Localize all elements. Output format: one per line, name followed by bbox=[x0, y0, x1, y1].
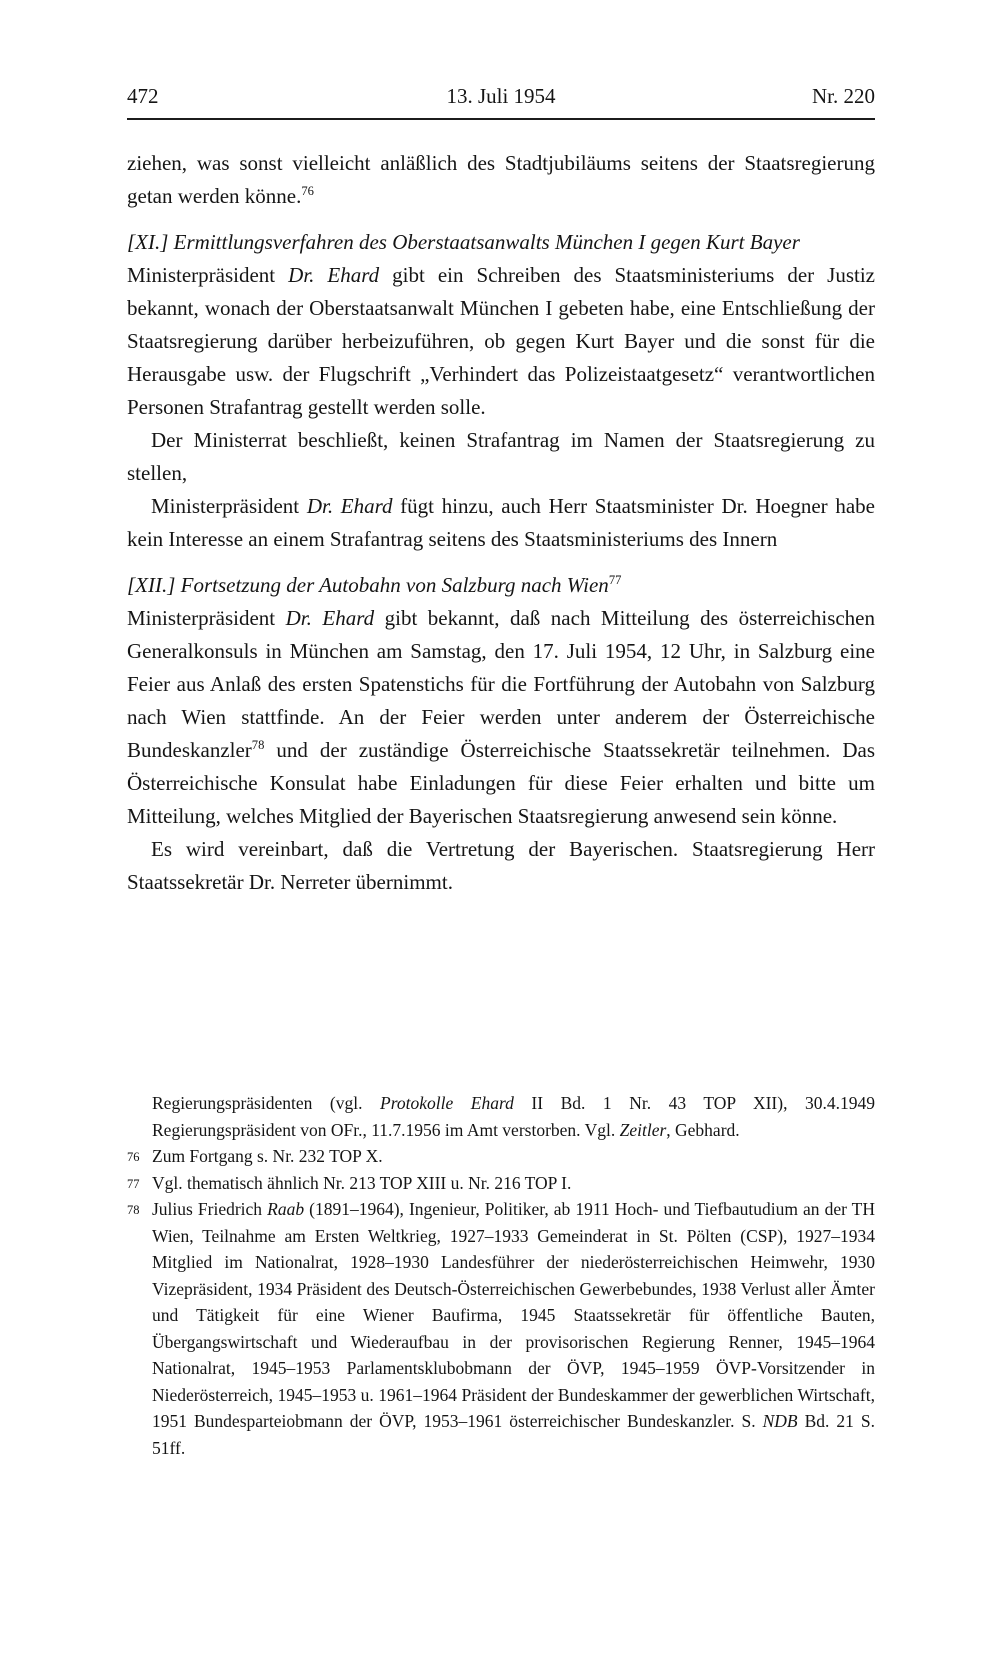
section-heading bbox=[127, 226, 875, 259]
text-segment: Dr. Ehard bbox=[285, 606, 375, 630]
footnote-reference: 78 bbox=[251, 738, 265, 752]
text-segment: Raab bbox=[267, 1199, 305, 1219]
footnote-78 bbox=[127, 1196, 875, 1461]
text-segment: gibt bekannt, daß nach Mitteilung des österreichischen Generalkonsuls in München am Samstag, den 17. Juli 1954, 12 Uhr, in Salzburg eine Feier aus Anlaß des ersten Spatenstichs für die Fortführung der Autobahn von Salzburg nach Wien stattfinde. An der Feier werden unter anderem der Österreichische Bundeskanzler bbox=[127, 606, 876, 762]
text-segment: [XII.] Fortsetzung der Autobahn von Salzburg nach Wien bbox=[127, 573, 609, 597]
footnote-continuation bbox=[127, 1090, 875, 1143]
header-doc-number: Nr. 220 bbox=[812, 84, 875, 108]
text-segment: Ministerpräsident bbox=[127, 263, 289, 287]
text-segment: Dr. Ehard bbox=[288, 263, 380, 287]
paragraph bbox=[127, 259, 875, 424]
text-segment: fügt hinzu, auch Herr Staatsminister Dr. Hoegner habe kein Interesse an einem Strafantrag seitens des Staatsministeriums des Innern bbox=[127, 494, 876, 551]
footnote-reference: 77 bbox=[608, 573, 622, 587]
paragraph bbox=[127, 424, 875, 490]
text-segment: Vgl. thematisch ähnlich Nr. 213 TOP XIII u. Nr. 216 TOP I. bbox=[152, 1172, 572, 1193]
footnote-number: 78 bbox=[127, 1203, 140, 1217]
text-segment: , Gebhard. bbox=[666, 1119, 740, 1140]
footnote-number: 77 bbox=[127, 1176, 140, 1191]
text-segment: gibt ein Schreiben des Staatsministeriums der Justiz bekannt, wonach der Oberstaatsanwalt München I gebeten habe, eine Entschließung der Staatsregierung darüber herbeizuführen, ob gegen Kurt Bayer und die sonst für die Herausgabe usw. der Flugschrift „Verhindert das Polizeistaatgesetz“ verantwortlichen Personen Strafantrag gestellt werden solle. bbox=[127, 263, 876, 419]
text-segment: Protokolle Ehard bbox=[380, 1093, 514, 1113]
text-segment: Bd. 21 S. 51ff. bbox=[152, 1411, 875, 1458]
text-segment: Dr. Ehard bbox=[306, 494, 393, 518]
paragraph bbox=[127, 833, 875, 899]
body-text bbox=[127, 147, 875, 899]
footnotes bbox=[127, 1090, 875, 1461]
section-heading bbox=[127, 569, 875, 602]
page-header bbox=[127, 84, 875, 120]
footnote-number: 76 bbox=[127, 1150, 140, 1164]
text-segment: Ministerpräsident bbox=[127, 606, 286, 630]
text-segment: und der zuständige Österreichische Staatssekretär teilnehmen. Das Österreichische Konsulat habe Einladungen für diese Feier erhalten und bitte um Mitteilung, welches Mitglied der Bayerischen Staatsregierung anwesend sein könne. bbox=[127, 738, 875, 828]
footnote-77 bbox=[127, 1170, 875, 1197]
text-segment: (1891–1964), Ingenieur, Politiker, ab 1911 Hoch- und Tiefbautudium an der TH Wien, Teilnahme am Ersten Weltkrieg, 1927–1933 Gemeinderat in St. Pölten (CSP), 1927–1934 Mitglied im Nationalrat, 1928–1930 Landesführer der niederösterreichischen Heimwehr, 1930 Vizepräsident, 1934 Präsident des Deutsch-Österreichischen Gewerbebundes, 1938 Verlust aller Ämter und Tätigkeit für eine Wiener Baufirma, 1945 Staatssekretär für öffentliche Bauten, Übergangswirtschaft und Wiederaufbau in der provisorischen Regierung Renner, 1945–1964 Nationalrat, 1945–1953 Parlamentsklubobmann der ÖVP, 1945–1959 ÖVP-Vorsitzender in Niederösterreich, 1945–1953 u. 1961–1964 Präsident der Bundeskammer der gewerblichen Wirtschaft, 1951 Bundesparteiobmann der ÖVP, 1953–1961 österreichischer Bundeskanzler. S. bbox=[152, 1199, 875, 1431]
paragraph bbox=[127, 147, 875, 213]
text-segment: Zeitler bbox=[619, 1119, 667, 1140]
text-segment: Ministerpräsident bbox=[151, 494, 307, 518]
text-segment: NDB bbox=[762, 1411, 798, 1431]
text-segment: Julius Friedrich bbox=[152, 1199, 268, 1219]
text-segment: Regierungspräsidenten (vgl. bbox=[152, 1093, 381, 1113]
text-segment: Es wird vereinbart, daß die Vertretung der Bayerischen. Staatsregierung Herr Staatssekretär Dr. Nerreter übernimmt. bbox=[127, 837, 875, 894]
footnote-reference: 76 bbox=[301, 184, 314, 198]
text-segment: Der Ministerrat beschließt, keinen Strafantrag im Namen der Staatsregierung zu stellen, bbox=[127, 428, 875, 485]
header-date: 13. Juli 1954 bbox=[446, 84, 556, 108]
paragraph bbox=[127, 602, 875, 833]
footnote-76 bbox=[127, 1143, 875, 1170]
paragraph bbox=[127, 490, 875, 556]
text-segment: [XI.] Ermittlungsverfahren des Oberstaatsanwalts München I gegen Kurt Bayer bbox=[127, 230, 800, 254]
page-content bbox=[127, 84, 875, 899]
text-segment: Zum Fortgang s. Nr. 232 TOP X. bbox=[152, 1146, 383, 1166]
text-segment: ziehen, was sonst vielleicht anläßlich des Stadtjubiläums seitens der Staatsregierung getan werden könne. bbox=[127, 151, 875, 208]
text-segment: II Bd. 1 Nr. 43 TOP XII), 30.4.1949 Regierungspräsident von OFr., 11.7.1956 im Amt verstorben. Vgl. bbox=[152, 1093, 875, 1140]
page-number: 472 bbox=[127, 84, 159, 108]
